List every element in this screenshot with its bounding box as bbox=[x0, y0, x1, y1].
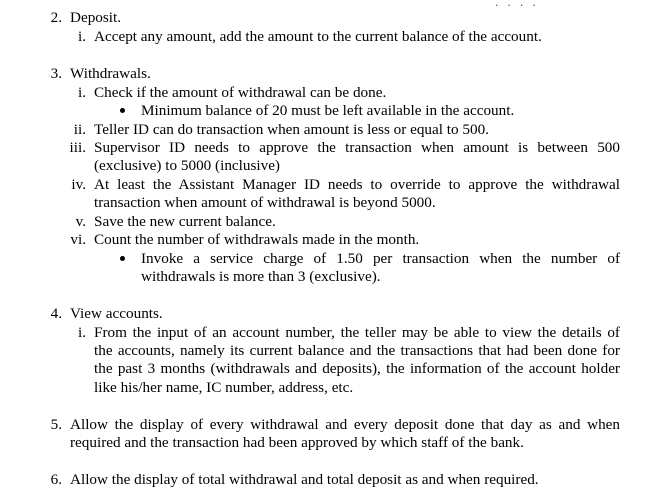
section-6-text: Allow the display of total withdrawal and total deposit as and when required. bbox=[70, 471, 539, 488]
section-3-item-ii-text: Teller ID can do transaction when amount is less or equal to 500. bbox=[94, 121, 489, 138]
section-5-line2: required and the transaction had been approved by which staff of the bank. bbox=[70, 434, 524, 451]
section-3-item-iii-marker: iii. bbox=[69, 139, 86, 156]
section-3-item-ii-marker: ii. bbox=[73, 121, 86, 138]
section-3-title: Withdrawals. bbox=[70, 65, 151, 82]
section-4-title: View accounts. bbox=[70, 305, 163, 322]
section-2-title: Deposit. bbox=[70, 9, 122, 26]
page-top-dots: . . . . bbox=[495, 0, 539, 9]
section-3-item-iv-marker: iv. bbox=[71, 176, 86, 193]
section-4-item-i-line4: like his/her name, IC number, address, etc. bbox=[94, 379, 354, 396]
section-2-number: 2. bbox=[50, 9, 62, 26]
section-3-item-i-bullet-text: Minimum balance of 20 must be left available in the account. bbox=[141, 102, 515, 119]
section-3-number: 3. bbox=[50, 65, 62, 82]
bullet-dot bbox=[120, 256, 125, 261]
section-3-item-iii-line2: (exclusive) to 5000 (inclusive) bbox=[94, 157, 280, 174]
bullet-dot bbox=[120, 108, 125, 113]
section-3-item-i-text: Check if the amount of withdrawal can be done. bbox=[94, 84, 387, 101]
section-3-item-i-marker: i. bbox=[77, 84, 86, 101]
section-4-item-i-line2: the accounts, namely its current balance and the transactions that had been done for bbox=[94, 342, 620, 359]
section-3-item-iv-line2: transaction when amount of withdrawal is beyond 5000. bbox=[94, 194, 436, 211]
section-3-item-iv-line1: At least the Assistant Manager ID needs to override to approve the withdrawal bbox=[94, 176, 620, 193]
section-6-number: 6. bbox=[50, 471, 62, 488]
section-3-item-vi-marker: vi. bbox=[70, 231, 86, 248]
section-5-line1: Allow the display of every withdrawal and every deposit done that day as and when bbox=[70, 416, 620, 433]
section-4-item-i-line3: the past 3 months (withdrawals and deposits), the information of the account holder bbox=[94, 360, 620, 377]
section-3-item-vi-bullet-line2: withdrawals is more than 3 (exclusive). bbox=[141, 268, 381, 285]
section-4-number: 4. bbox=[50, 305, 62, 322]
section-3-item-vi-bullet-line1: Invoke a service charge of 1.50 per transaction when the number of bbox=[141, 250, 620, 267]
section-3-item-iii-line1: Supervisor ID needs to approve the transaction when amount is between 500 bbox=[94, 139, 620, 156]
section-5-number: 5. bbox=[50, 416, 62, 433]
section-3-item-v-text: Save the new current balance. bbox=[94, 213, 276, 230]
section-3-item-vi-text: Count the number of withdrawals made in the month. bbox=[94, 231, 420, 248]
section-4-item-i-line1: From the input of an account number, the teller may be able to view the details of bbox=[94, 324, 620, 341]
section-2-item-i-marker: i. bbox=[77, 28, 86, 45]
section-3-item-v-marker: v. bbox=[75, 213, 86, 230]
section-4-item-i-marker: i. bbox=[77, 324, 86, 341]
section-2-item-i-text: Accept any amount, add the amount to the current balance of the account. bbox=[94, 28, 542, 45]
